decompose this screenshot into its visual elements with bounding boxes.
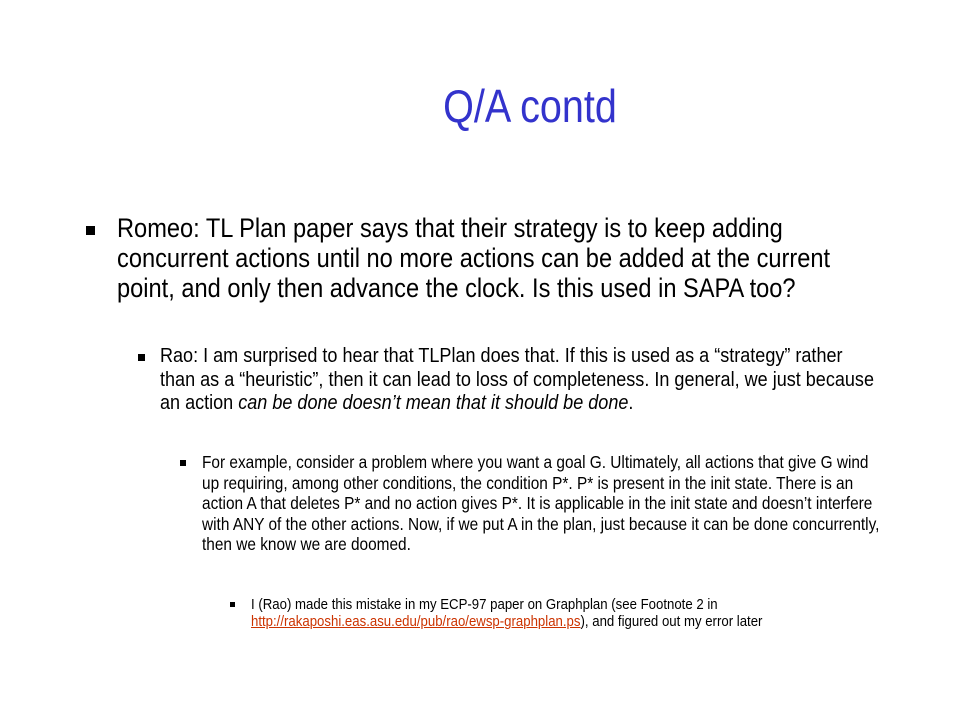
square-bullet-icon: [230, 602, 235, 607]
bullet-text-before-link: I (Rao) made this mistake in my ECP-97 paper on Graphplan (see Footnote 2 in: [251, 596, 718, 613]
square-bullet-icon: [180, 460, 186, 466]
bullet-text-plain: Rao: I am surprised to hear that TLPlan does that. If this is used as a “strategy” rather than as a “heuristic”, then it can lead to loss of completeness. In general, we just because an action: [160, 344, 874, 414]
bullet-text-end: .: [628, 391, 634, 414]
square-bullet-icon: [86, 226, 95, 235]
bullet-text: [160, 344, 882, 415]
bullet-text: Romeo: TL Plan paper says that their strategy is to keep adding concurrent actions until no more actions can be added at the current point, and only then advance the clock. Is this used in SAPA too?: [117, 213, 831, 303]
bullet-item-level-3: [180, 452, 900, 555]
bullet-text-after-link: ), and figured out my error later: [580, 613, 763, 630]
bullet-item-level-1: [86, 213, 866, 303]
square-bullet-icon: [138, 354, 145, 361]
bullet-text-italic: can be done doesn’t mean that it should be done: [238, 391, 629, 414]
graphplan-paper-link[interactable]: http://rakaposhi.eas.asu.edu/pub/rao/ewsp-graphplan.ps: [251, 613, 581, 630]
bullet-text: For example, consider a problem where you want a goal G. Ultimately, all actions that give G wind up requiring, among other conditions, the condition P*. P* is present in the init state. There is an action A that deletes P* and no action gives P*. It is applicable in the init state and doesn’t interfere with ANY of the other actions. Now, if we put A in the plan, just because it can be done concurrently, then we know we are doomed.: [202, 452, 880, 554]
bullet-item-level-2: [138, 344, 898, 415]
bullet-text: [251, 596, 885, 630]
bullet-item-level-4: [230, 596, 900, 630]
slide-title-text: Q/A contd: [443, 80, 617, 132]
